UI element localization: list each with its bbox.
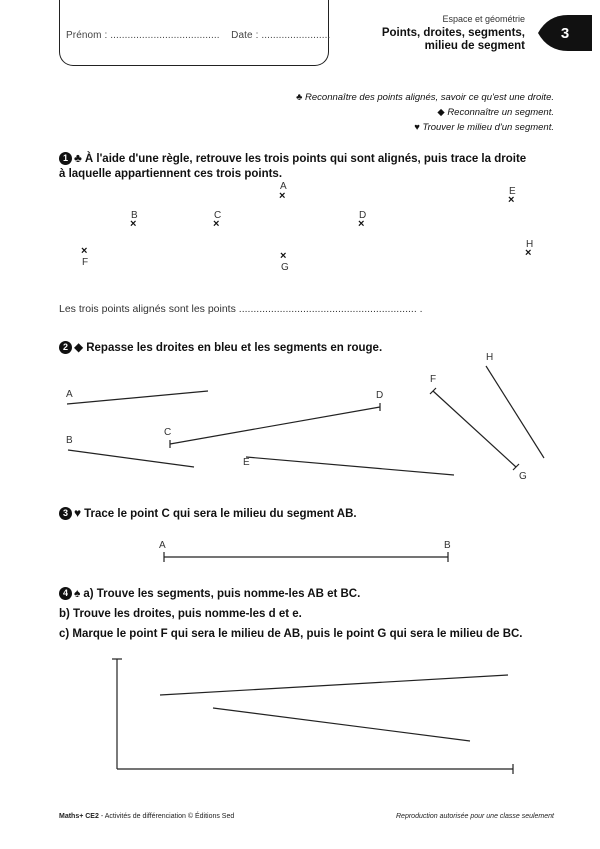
exercise-3-text: Trace le point C qui sera le milieu du segment AB. xyxy=(84,508,357,520)
point-mark-h[interactable]: × xyxy=(525,247,532,259)
ex2-label-d: D xyxy=(376,390,384,401)
ex2-label-f: F xyxy=(430,374,437,385)
ex2-line-e[interactable] xyxy=(246,457,454,475)
point-label-a: A xyxy=(280,181,287,192)
prenom-field[interactable]: ...................................... xyxy=(110,30,220,41)
exercise-2-number: 2 xyxy=(59,341,72,354)
prenom-label: Prénom : xyxy=(66,30,108,41)
heart-icon: ♥ xyxy=(74,506,82,520)
date-field[interactable]: ........................ xyxy=(261,30,331,41)
date-label: Date : xyxy=(231,30,259,41)
ex2-segment-cd[interactable] xyxy=(170,407,380,444)
exercise-3-number: 3 xyxy=(59,507,72,520)
exercise-4-part-b: b) Trouve les droites, puis nomme-les d et e. xyxy=(59,608,302,620)
footer-brand: Maths+ CE2 xyxy=(59,813,99,820)
exercise-4-part-a: 4 ♠ a) Trouve les segments, puis nomme-les AB et BC. xyxy=(59,586,523,602)
diamond-icon: ◆ xyxy=(74,340,84,354)
ex2-label-b: B xyxy=(66,435,73,446)
ex2-label-g: G xyxy=(519,471,527,482)
point-label-d: D xyxy=(359,210,367,221)
footer-right: Reproduction autorisée pour une classe seulement xyxy=(396,813,554,820)
diamond-icon: ◆ xyxy=(437,107,445,118)
spade-icon: ♠ xyxy=(74,586,81,600)
footer-left xyxy=(59,813,234,820)
answer-field[interactable]: ............................................................. xyxy=(238,303,417,315)
ex2-label-c: C xyxy=(164,427,172,438)
sheet-title-line2: milieu de segment xyxy=(424,40,525,52)
objective-text: Reconnaître des points alignés, savoir ce qu'est une droite. xyxy=(305,92,554,103)
ex2-line-h[interactable] xyxy=(486,366,544,458)
point-label-h: H xyxy=(526,239,534,250)
category-label: Espace et géométrie xyxy=(442,14,525,24)
point-mark-f[interactable]: × xyxy=(81,245,88,257)
point-mark-b[interactable]: × xyxy=(130,218,137,230)
ex4-line-upper[interactable] xyxy=(160,675,508,695)
point-label-e: E xyxy=(509,186,516,197)
point-label-c: C xyxy=(214,210,222,221)
point-mark-e[interactable]: × xyxy=(508,194,515,206)
ex2-line-a[interactable] xyxy=(67,391,208,404)
answer-label: Les trois points alignés sont les points xyxy=(59,303,236,315)
club-icon: ♣ xyxy=(74,151,82,165)
ex2-line-b[interactable] xyxy=(68,450,194,467)
point-mark-c[interactable]: × xyxy=(213,218,220,230)
exercise-1-line2: à laquelle appartiennent ces trois points. xyxy=(59,168,283,180)
point-mark-a[interactable]: × xyxy=(279,190,286,202)
sheet-title-line1: Points, droites, segments, xyxy=(381,27,525,39)
ex2-label-h: H xyxy=(486,352,494,363)
exercise-4-part-c: c) Marque le point F qui sera le milieu de AB, puis le point G qui sera le milieu de BC. xyxy=(59,628,523,640)
point-label-f: F xyxy=(82,257,89,268)
ex2-label-e: E xyxy=(243,457,250,468)
point-mark-d[interactable]: × xyxy=(358,218,365,230)
ex3-label-b: B xyxy=(444,540,451,551)
ex4-line-lower[interactable] xyxy=(213,708,470,741)
point-label-g: G xyxy=(281,262,289,273)
club-icon: ♣ xyxy=(296,92,303,103)
ex2-label-a: A xyxy=(66,389,73,400)
ex3-label-a: A xyxy=(159,540,166,551)
exercise-4-number: 4 xyxy=(59,587,72,600)
point-mark-g[interactable]: × xyxy=(280,250,287,262)
exercise-2-text: Repasse les droites en bleu et les segments en rouge. xyxy=(86,342,383,354)
footer-credit: - Activités de différenciation © Éditions Sed xyxy=(98,813,235,820)
point-label-b: B xyxy=(131,210,138,221)
exercise-1-line1: À l'aide d'une règle, retrouve les trois points qui sont alignés, puis trace la droite xyxy=(84,153,527,165)
objective-text: Trouver le milieu d'un segment. xyxy=(422,122,554,133)
objective-text: Reconnaître un segment. xyxy=(447,107,554,118)
exercise-1-number: 1 xyxy=(59,152,72,165)
ex2-segment-fg[interactable] xyxy=(433,391,516,467)
sheet-number: 3 xyxy=(560,25,570,42)
exercise-1-answer-line: Les trois points alignés sont les points ............................................................. . xyxy=(59,303,423,315)
heart-icon: ♥ xyxy=(414,122,420,133)
